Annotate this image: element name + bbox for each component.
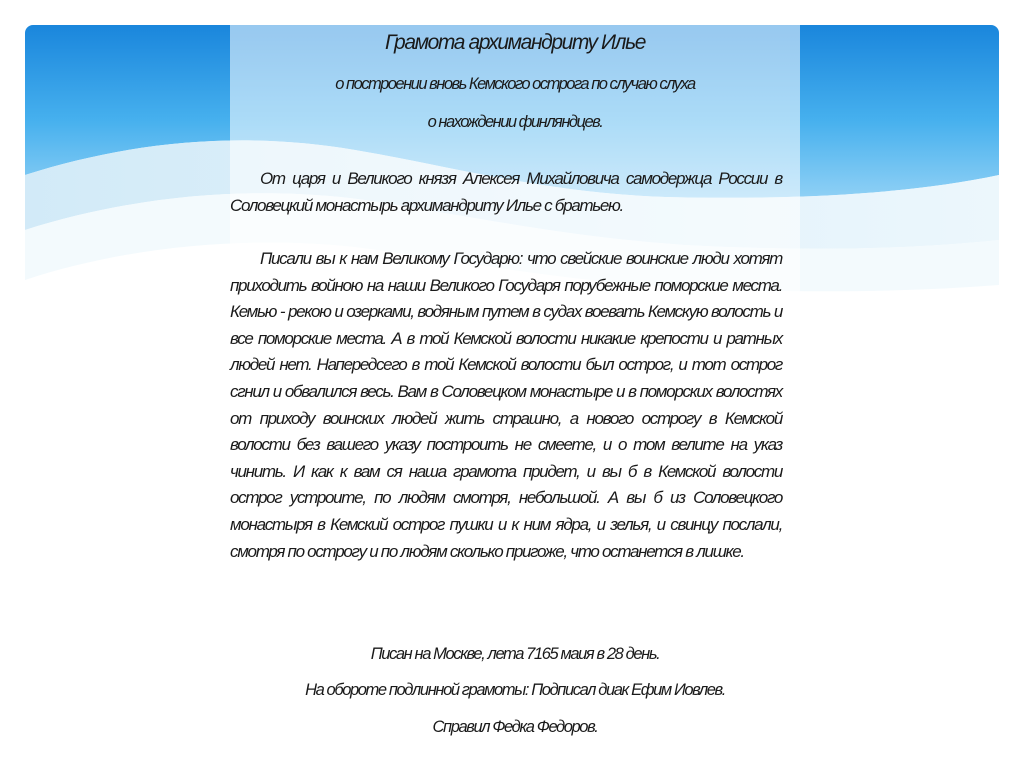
signature-corrector: Справил Федка Федоров. (432, 718, 598, 736)
slide (25, 25, 999, 750)
paragraph-body: Писали вы к нам Великому Государю: что свейские воинские люди хотят приходить войною на наши Великого Государя порубежные поморские места. Кемью - рекою и озерками, водяным путем в судах воевать Кемскую волость и все поморские места. А в той Кемской волости никакие крепости и ратных людей нет. Напередсего в той Кемской волости был острог, и тот острог сгнил и обвалился весь. Вам в Соловецком монастыре и в поморских волостях от приходу воинских людей жить страшно, а нового острогу в Кемской волости без вашего указу построить не смеете, и о том велите на указ чинить. И как к вам ся наша грамота придет, и вы б в Кемской волости острог устроите, по людям смотря, небольшой. А вы б из Соловецкого монастыря в Кемский острог пушки и к ним ядра, и зелья, и свинцу послали, смотря по острогу и по людям сколько пригоже, что останется в лишке. (230, 249, 782, 561)
paragraph-address: От царя и Великого князя Алексея Михайловича самодержца России в Соловецкий монастырь архимандриту Илье с братьею. (230, 169, 782, 215)
document-subtitle-line1: о построении вновь Кемского острога по случаю слуха (335, 75, 695, 93)
signature-date: Писан на Москве, лета 7165 маия в 28 день. (370, 645, 660, 663)
document-title: Грамота архимандриту Илье (384, 31, 646, 54)
document-content (230, 25, 800, 750)
document-subtitle-line2: о нахождении финляндцев. (427, 113, 603, 131)
signature-clerk: На обороте подлинной грамоты: Подписал диак Ефим Иовлев. (305, 681, 725, 699)
